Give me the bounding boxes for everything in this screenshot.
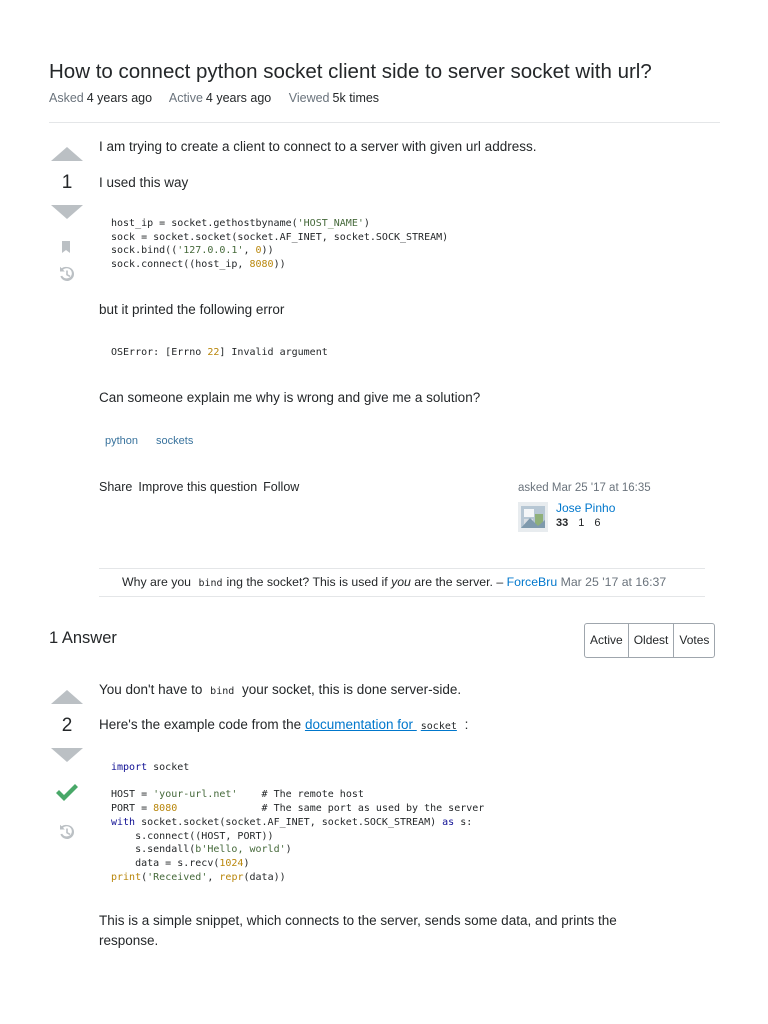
asked-label: Asked <box>49 91 84 105</box>
question-meta <box>49 91 393 105</box>
answer-code-block: import socket HOST = 'your-url.net' # The remote host PORT = 8080 # The same port as used by the server with socket.socket(socket.AF_INET, socket.SOCK_STREAM) as s: s.connect((HOST, PORT)) s.sendall(b'Hello, world') data = s.recv(1024) print('Received', repr(data)) <box>99 761 484 884</box>
user-name[interactable]: Jose Pinho <box>556 501 616 515</box>
asked-date[interactable]: asked Mar 25 '17 at 16:35 <box>518 482 651 494</box>
question-code-block: host_ip = socket.gethostbyname('HOST_NAME') sock = socket.socket(socket.AF_INET, socket.SOCK_STREAM) sock.bind(('127.0.0.1', 0)) sock.connect((host_ip, 8080)) <box>99 217 448 272</box>
comment-text: are the server. – <box>410 575 507 589</box>
accepted-checkmark-icon <box>54 782 80 804</box>
post-menu <box>99 480 305 494</box>
downvote-icon[interactable] <box>51 205 83 219</box>
comment-emphasis: you <box>391 575 411 589</box>
answer-sort-tabs <box>584 623 715 658</box>
active-label: Active <box>168 91 203 105</box>
header-divider <box>49 122 720 123</box>
owner-signature <box>518 482 718 529</box>
answer-paragraph: Here's the example code from the documentation for socket : <box>99 717 469 732</box>
asked-value: 4 years ago <box>86 91 153 105</box>
question-paragraph: but it printed the following error <box>99 302 285 317</box>
improve-question-link[interactable]: Improve this question <box>138 480 258 494</box>
question-paragraph: Can someone explain me why is wrong and give me a solution? <box>99 390 481 405</box>
error-code-block: OSError: [Errno 22] Invalid argument <box>99 346 328 360</box>
user-avatar[interactable] <box>518 502 548 532</box>
comment-code: bind <box>198 578 223 589</box>
comment-user-link[interactable]: ForceBru <box>506 575 558 589</box>
question-vote-count: 1 <box>61 172 73 193</box>
history-icon[interactable] <box>57 822 77 842</box>
sort-votes-button[interactable]: Votes <box>679 633 710 647</box>
active-value[interactable]: 4 years ago <box>205 91 272 105</box>
question-paragraph: I am trying to create a client to connect to a server with given url address. <box>99 139 537 154</box>
answer-paragraph: This is a simple snippet, which connects to the server, sends some data, and prints the <box>99 913 617 928</box>
bronze-badge-count: 6 <box>594 517 601 529</box>
sort-active-button[interactable]: Active <box>585 624 629 657</box>
question-title[interactable]: How to connect python socket client side to server socket with url? <box>49 60 652 83</box>
answer-vote-count: 2 <box>61 715 73 736</box>
downvote-icon[interactable] <box>51 748 83 762</box>
follow-link[interactable]: Follow <box>263 480 300 494</box>
comment-date[interactable]: Mar 25 '17 at 16:37 <box>557 575 667 589</box>
documentation-link[interactable]: documentation for socket <box>304 717 457 732</box>
sort-oldest-button[interactable]: Oldest <box>629 624 675 657</box>
answer-paragraph: response. <box>99 933 159 948</box>
question-votecell <box>49 147 85 219</box>
history-icon[interactable] <box>57 264 77 284</box>
tag-python[interactable]: python <box>105 435 139 447</box>
inline-code: bind <box>210 686 235 697</box>
silver-badge-count: 1 <box>578 517 585 529</box>
answer-votecell <box>49 690 85 762</box>
comment-text: Why are you <box>122 575 195 589</box>
upvote-icon[interactable] <box>51 690 83 704</box>
answer-paragraph: You don't have to bind your socket, this is done server-side. <box>99 682 462 697</box>
tag-list <box>99 432 199 450</box>
comment <box>99 568 705 597</box>
upvote-icon[interactable] <box>51 147 83 161</box>
tag-sockets[interactable]: sockets <box>156 435 194 447</box>
bookmark-icon[interactable] <box>57 238 75 256</box>
viewed-value: 5k times <box>332 91 380 105</box>
answers-count-heading: 1 Answer <box>49 629 117 647</box>
share-link[interactable]: Share <box>99 480 133 494</box>
question-paragraph: I used this way <box>99 175 189 190</box>
reputation-score: 33 <box>556 517 569 529</box>
comment-text: ing the socket? This is used if <box>226 575 392 589</box>
user-reputation <box>556 517 611 529</box>
viewed-label: Viewed <box>288 91 330 105</box>
